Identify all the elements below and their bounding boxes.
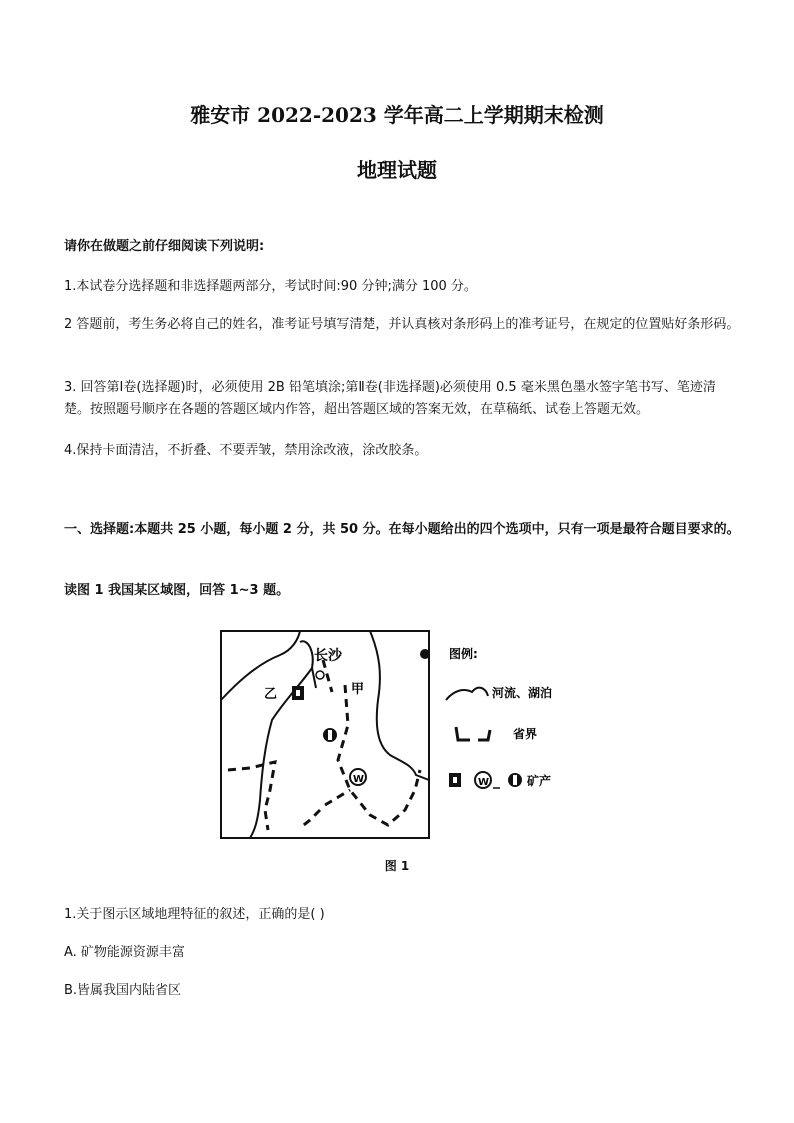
paper-title: 雅安市 2022-2023 学年高二上学期期末检测 xyxy=(190,103,604,127)
legend-river-label: 河流、湖泊 xyxy=(492,686,553,700)
region-label-jia: 甲 xyxy=(351,682,365,697)
region-map-figure xyxy=(220,630,590,845)
paper-subject: 地理试题 xyxy=(357,158,437,182)
city-label-changsha: 长沙 xyxy=(314,648,342,664)
instruction-item-1: 1.本试卷分选择题和非选择题两部分，考试时间:90 分钟;满分 100 分。 xyxy=(64,279,477,294)
svg-text:W: W xyxy=(353,774,365,785)
instruction-item-3: 3. 回答第Ⅰ卷(选择题)时，必须使用 2B 铅笔填涂;第Ⅱ卷(非选择题)必须使用 0.5 毫米黑色墨水签字笔书写、笔迹清楚。按照题号顺序在各题的答题区域内作答，超出答题区域的答案无效，在草稿纸、试卷上答题无效。 xyxy=(64,380,716,417)
question-1-option-b: B.皆属我国内陆省区 xyxy=(64,983,182,998)
boundary-dot xyxy=(420,649,430,659)
legend-river-icon xyxy=(446,688,488,700)
question-1-option-a: A. 矿物能源资源丰富 xyxy=(64,945,185,960)
province-border xyxy=(228,762,275,830)
river-path xyxy=(221,631,300,700)
legend-mineral-label: 矿产 xyxy=(527,774,552,788)
instructions-heading: 请你在做题之前仔细阅读下列说明: xyxy=(64,239,265,254)
instruction-item-4: 4.保持卡面清洁，不折叠、不要弄皱，禁用涂改液，涂改胶条。 xyxy=(64,443,428,458)
region-label-yi: 乙 xyxy=(264,687,278,702)
figure-caption: 图 1 xyxy=(384,859,410,873)
province-border xyxy=(300,790,350,828)
instruction-item-2: 2 答题前，考生务必将自己的姓名，准考证号填写清楚，并认真核对条形码上的准考证号，在规定的位置贴好条形码。 xyxy=(64,317,740,332)
question-1-stem: 1.关于图示区域地理特征的叙述，正确的是( ) xyxy=(64,907,325,922)
question-group-intro: 读图 1 我国某区域图，回答 1~3 题。 xyxy=(64,583,290,598)
svg-text:W: W xyxy=(478,777,490,788)
province-border xyxy=(323,660,420,825)
section-heading: 一、选择题:本题共 25 小题，每小题 2 分，共 50 分。在每小题给出的四个选项中，只有一项是最符合题目要求的。 xyxy=(64,522,740,537)
legend-title: 图例: xyxy=(449,647,478,661)
legend-border-icon xyxy=(456,727,490,740)
legend-border-label: 省界 xyxy=(513,727,538,741)
changsha-city-dot xyxy=(316,671,324,679)
